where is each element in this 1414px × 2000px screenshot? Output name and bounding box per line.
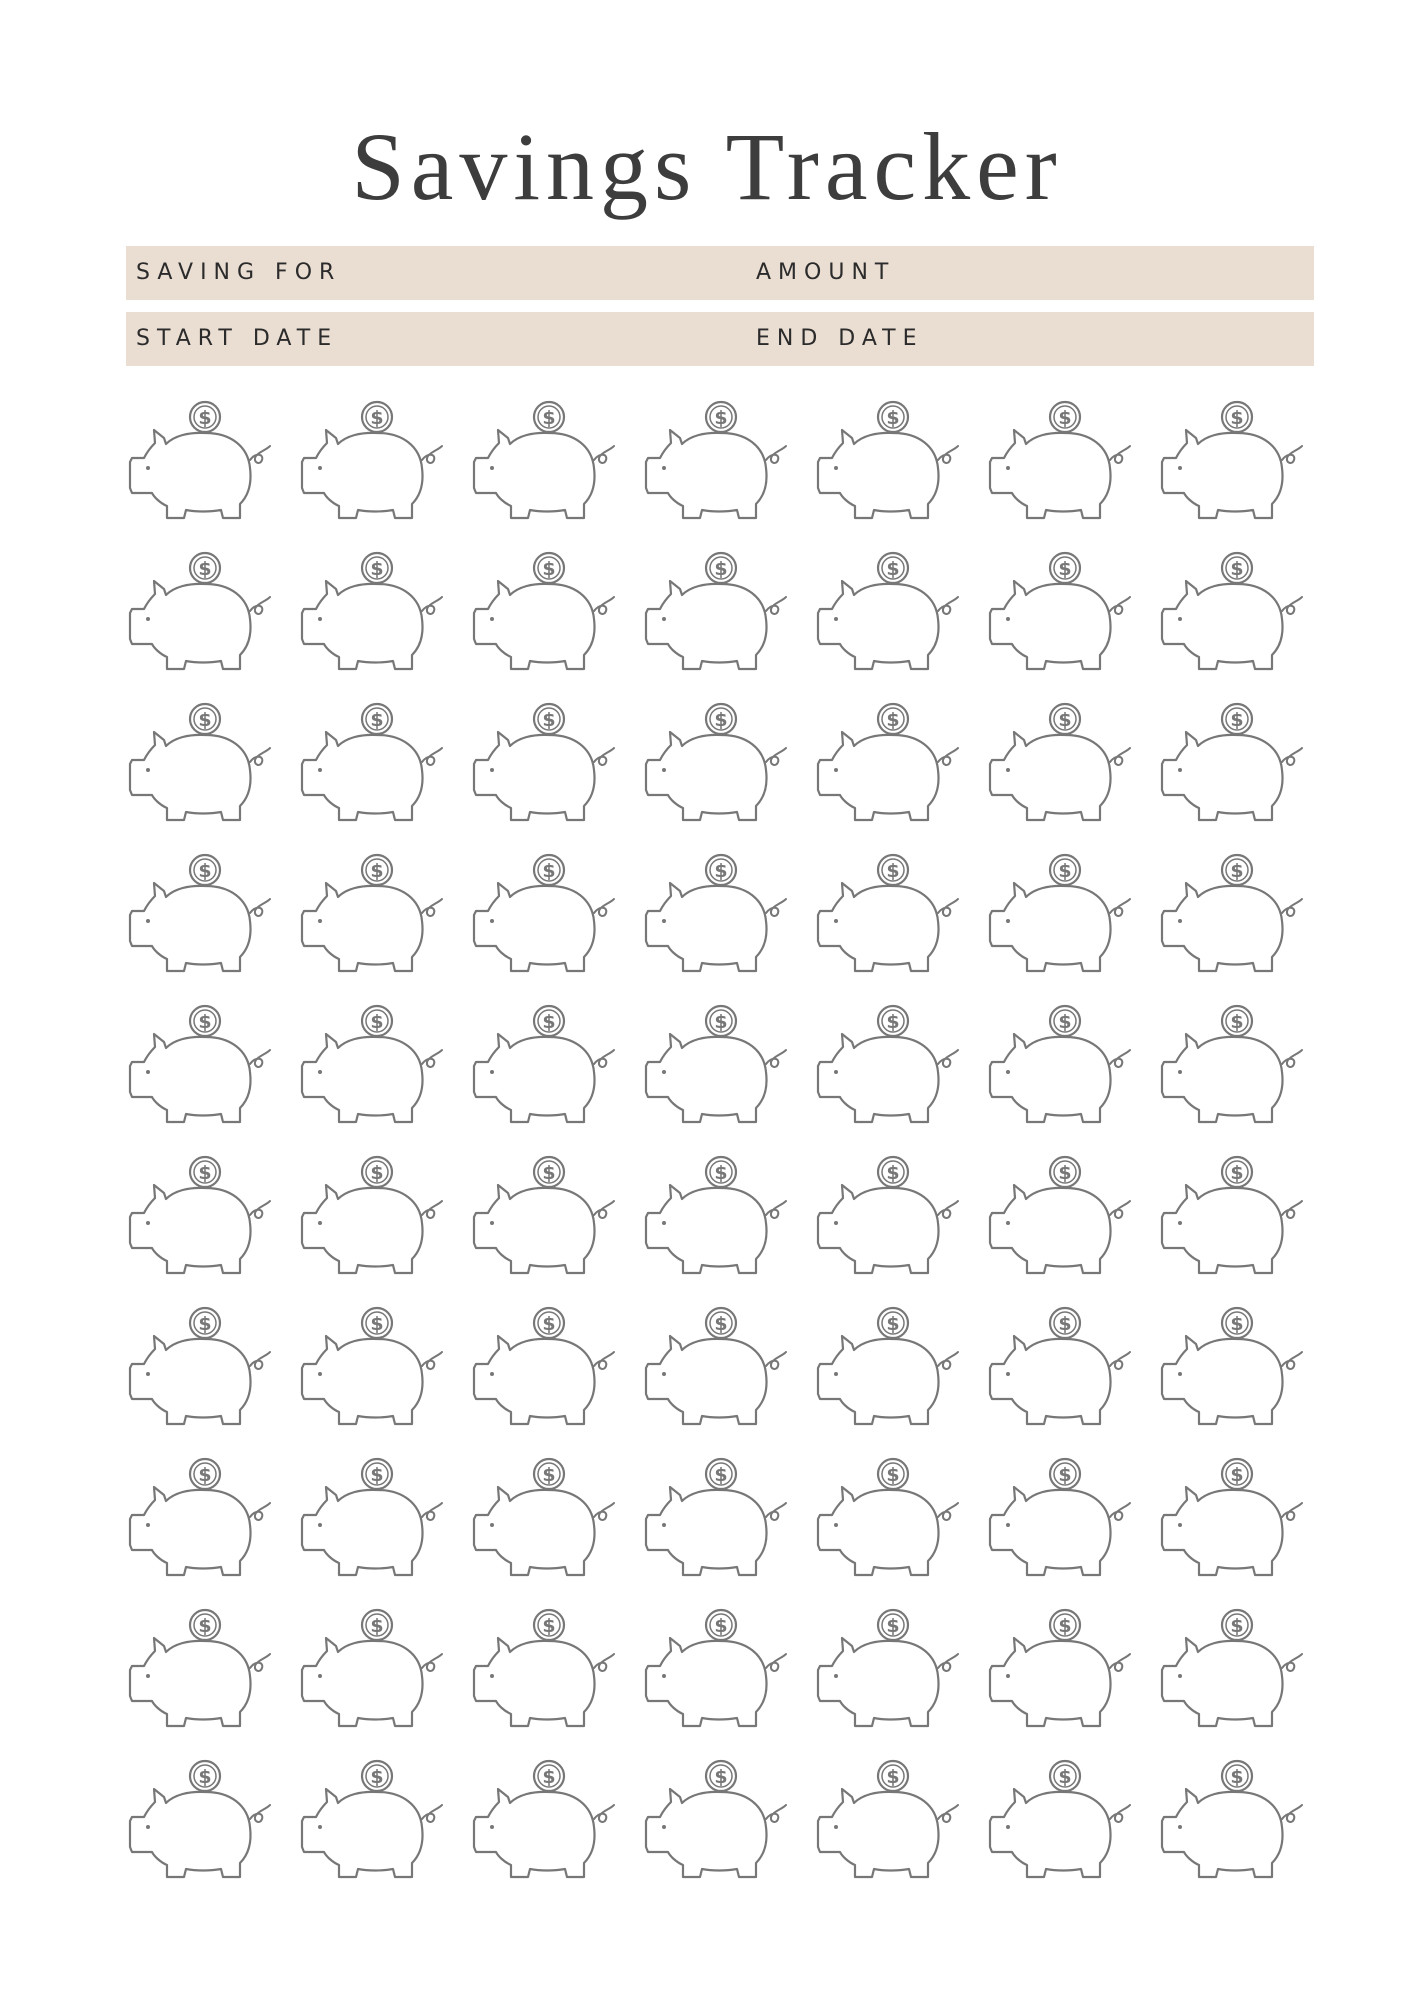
svg-text:$: $	[1230, 407, 1244, 429]
svg-text:$: $	[1230, 1162, 1244, 1184]
piggy-bank-icon[interactable]	[814, 1155, 964, 1283]
svg-text:$: $	[198, 1162, 212, 1184]
svg-text:$: $	[542, 407, 556, 429]
piggy-bank-icon[interactable]	[470, 1759, 620, 1887]
svg-text:$: $	[1230, 709, 1244, 731]
piggy-bank-icon[interactable]	[642, 400, 792, 528]
svg-text:$: $	[1230, 1615, 1244, 1637]
svg-text:$: $	[714, 407, 728, 429]
piggy-bank-icon[interactable]	[986, 551, 1136, 679]
piggy-bank-icon[interactable]	[126, 853, 276, 981]
piggy-bank-icon[interactable]	[1158, 853, 1308, 981]
piggy-bank-icon[interactable]	[126, 1306, 276, 1434]
piggy-bank-icon[interactable]	[986, 853, 1136, 981]
piggy-bank-icon[interactable]	[1158, 1004, 1308, 1132]
savings-goal-row	[126, 246, 1314, 300]
piggy-bank-icon[interactable]	[470, 1608, 620, 1736]
piggy-bank-icon[interactable]	[642, 1155, 792, 1283]
piggy-bank-icon[interactable]	[986, 1759, 1136, 1887]
piggy-bank-icon[interactable]	[126, 400, 276, 528]
piggy-bank-icon[interactable]	[986, 1004, 1136, 1132]
svg-text:$: $	[198, 1011, 212, 1033]
svg-text:$: $	[370, 1615, 384, 1637]
svg-text:$: $	[198, 558, 212, 580]
svg-text:$: $	[1230, 1011, 1244, 1033]
piggy-bank-icon[interactable]	[814, 400, 964, 528]
svg-text:$: $	[370, 1162, 384, 1184]
svg-text:$: $	[542, 1313, 556, 1335]
piggy-bank-icon[interactable]	[470, 400, 620, 528]
piggy-bank-icon[interactable]	[642, 1306, 792, 1434]
piggy-bank-icon[interactable]	[642, 1004, 792, 1132]
svg-text:$: $	[1058, 1615, 1072, 1637]
piggy-bank-icon[interactable]	[470, 1004, 620, 1132]
svg-text:$: $	[370, 709, 384, 731]
svg-text:$: $	[1230, 1464, 1244, 1486]
svg-text:$: $	[886, 1011, 900, 1033]
piggy-bank-icon[interactable]	[642, 551, 792, 679]
piggy-bank-icon[interactable]	[814, 1608, 964, 1736]
svg-text:$: $	[714, 1162, 728, 1184]
piggy-bank-icon[interactable]	[126, 1608, 276, 1736]
svg-text:$: $	[198, 1766, 212, 1788]
svg-text:$: $	[542, 558, 556, 580]
piggy-bank-icon[interactable]	[1158, 1306, 1308, 1434]
svg-text:$: $	[198, 860, 212, 882]
svg-text:$: $	[198, 1615, 212, 1637]
piggy-bank-icon[interactable]	[1158, 1155, 1308, 1283]
saving-for-label: SAVING FOR	[136, 260, 342, 285]
svg-text:$: $	[714, 1464, 728, 1486]
piggy-bank-icon[interactable]	[298, 702, 448, 830]
piggy-bank-icon[interactable]	[642, 853, 792, 981]
svg-text:$: $	[1058, 1464, 1072, 1486]
piggy-bank-icon[interactable]	[1158, 1759, 1308, 1887]
piggy-bank-icon[interactable]	[298, 1608, 448, 1736]
piggy-bank-icon[interactable]	[986, 1155, 1136, 1283]
svg-text:$: $	[714, 1011, 728, 1033]
svg-text:$: $	[542, 860, 556, 882]
piggy-bank-icon[interactable]	[126, 1004, 276, 1132]
svg-text:$: $	[1230, 1313, 1244, 1335]
svg-text:$: $	[542, 1162, 556, 1184]
svg-text:$: $	[1058, 1766, 1072, 1788]
piggy-bank-icon[interactable]	[470, 702, 620, 830]
svg-text:$: $	[886, 1766, 900, 1788]
piggy-bank-icon[interactable]	[642, 1759, 792, 1887]
piggy-bank-icon[interactable]	[470, 1306, 620, 1434]
svg-text:$: $	[542, 1615, 556, 1637]
svg-text:$: $	[886, 860, 900, 882]
svg-text:$: $	[1058, 860, 1072, 882]
svg-text:$: $	[714, 860, 728, 882]
svg-text:$: $	[714, 709, 728, 731]
piggy-bank-icon[interactable]	[298, 1155, 448, 1283]
piggy-bank-icon[interactable]	[298, 551, 448, 679]
svg-text:$: $	[1058, 407, 1072, 429]
svg-text:$: $	[714, 1615, 728, 1637]
svg-text:$: $	[1230, 558, 1244, 580]
piggy-bank-icon[interactable]	[1158, 702, 1308, 830]
svg-text:$: $	[1058, 1011, 1072, 1033]
svg-text:$: $	[886, 1615, 900, 1637]
svg-text:$: $	[714, 1313, 728, 1335]
svg-text:$: $	[714, 558, 728, 580]
piggy-bank-icon[interactable]	[814, 1759, 964, 1887]
piggy-bank-icon[interactable]	[470, 1457, 620, 1585]
piggy-bank-icon[interactable]	[814, 1457, 964, 1585]
piggy-bank-icon[interactable]	[1158, 551, 1308, 679]
savings-dates-row	[126, 312, 1314, 366]
piggy-bank-icon[interactable]	[470, 1155, 620, 1283]
svg-text:$: $	[542, 709, 556, 731]
start-date-label: START DATE	[136, 326, 339, 351]
svg-text:$: $	[542, 1011, 556, 1033]
piggy-bank-icon[interactable]	[986, 400, 1136, 528]
svg-text:$: $	[542, 1464, 556, 1486]
svg-text:$: $	[1058, 1162, 1072, 1184]
piggy-bank-icon[interactable]	[298, 853, 448, 981]
piggy-bank-icon[interactable]	[986, 1306, 1136, 1434]
piggy-bank-icon[interactable]	[814, 702, 964, 830]
svg-text:$: $	[370, 558, 384, 580]
svg-text:$: $	[886, 1313, 900, 1335]
svg-text:$: $	[886, 1464, 900, 1486]
piggy-bank-icon[interactable]	[126, 1155, 276, 1283]
piggy-bank-icon[interactable]	[1158, 400, 1308, 528]
piggy-bank-icon[interactable]	[986, 702, 1136, 830]
piggy-bank-icon[interactable]	[814, 853, 964, 981]
svg-text:$: $	[542, 1766, 556, 1788]
svg-text:$: $	[370, 1011, 384, 1033]
svg-text:$: $	[198, 407, 212, 429]
piggy-bank-icon[interactable]	[298, 1457, 448, 1585]
piggy-bank-icon[interactable]	[470, 853, 620, 981]
svg-text:$: $	[886, 407, 900, 429]
svg-text:$: $	[198, 1464, 212, 1486]
piggy-bank-icon[interactable]	[126, 702, 276, 830]
piggy-bank-icon[interactable]	[1158, 1457, 1308, 1585]
page-title: Savings Tracker	[351, 113, 1063, 220]
piggy-bank-icon[interactable]	[986, 1457, 1136, 1585]
svg-text:$: $	[1058, 558, 1072, 580]
piggy-bank-icon[interactable]	[642, 1457, 792, 1585]
svg-text:$: $	[370, 1464, 384, 1486]
svg-text:$: $	[1230, 1766, 1244, 1788]
piggy-bank-icon[interactable]	[814, 1004, 964, 1132]
piggy-bank-icon[interactable]	[986, 1608, 1136, 1736]
svg-text:$: $	[886, 558, 900, 580]
svg-text:$: $	[198, 709, 212, 731]
piggy-bank-icon[interactable]	[470, 551, 620, 679]
piggy-bank-icon[interactable]	[126, 551, 276, 679]
svg-text:$: $	[714, 1766, 728, 1788]
svg-text:$: $	[886, 1162, 900, 1184]
piggy-bank-grid	[126, 400, 1314, 1900]
svg-text:$: $	[198, 1313, 212, 1335]
piggy-bank-icon[interactable]	[642, 1608, 792, 1736]
svg-text:$: $	[370, 1766, 384, 1788]
piggy-bank-icon[interactable]	[126, 1759, 276, 1887]
end-date-label: END DATE	[756, 326, 924, 351]
piggy-bank-icon[interactable]	[814, 1306, 964, 1434]
piggy-bank-icon[interactable]	[298, 1759, 448, 1887]
piggy-bank-icon[interactable]	[298, 1004, 448, 1132]
piggy-bank-icon[interactable]	[642, 702, 792, 830]
svg-text:$: $	[886, 709, 900, 731]
svg-text:$: $	[1058, 1313, 1072, 1335]
svg-text:$: $	[370, 407, 384, 429]
piggy-bank-icon[interactable]	[126, 1457, 276, 1585]
svg-text:$: $	[370, 1313, 384, 1335]
svg-text:$: $	[370, 860, 384, 882]
piggy-bank-icon[interactable]	[1158, 1608, 1308, 1736]
svg-text:$: $	[1230, 860, 1244, 882]
piggy-bank-icon[interactable]	[298, 1306, 448, 1434]
svg-text:$: $	[1058, 709, 1072, 731]
piggy-bank-icon[interactable]	[298, 400, 448, 528]
amount-label: AMOUNT	[756, 260, 896, 285]
piggy-bank-icon[interactable]	[814, 551, 964, 679]
